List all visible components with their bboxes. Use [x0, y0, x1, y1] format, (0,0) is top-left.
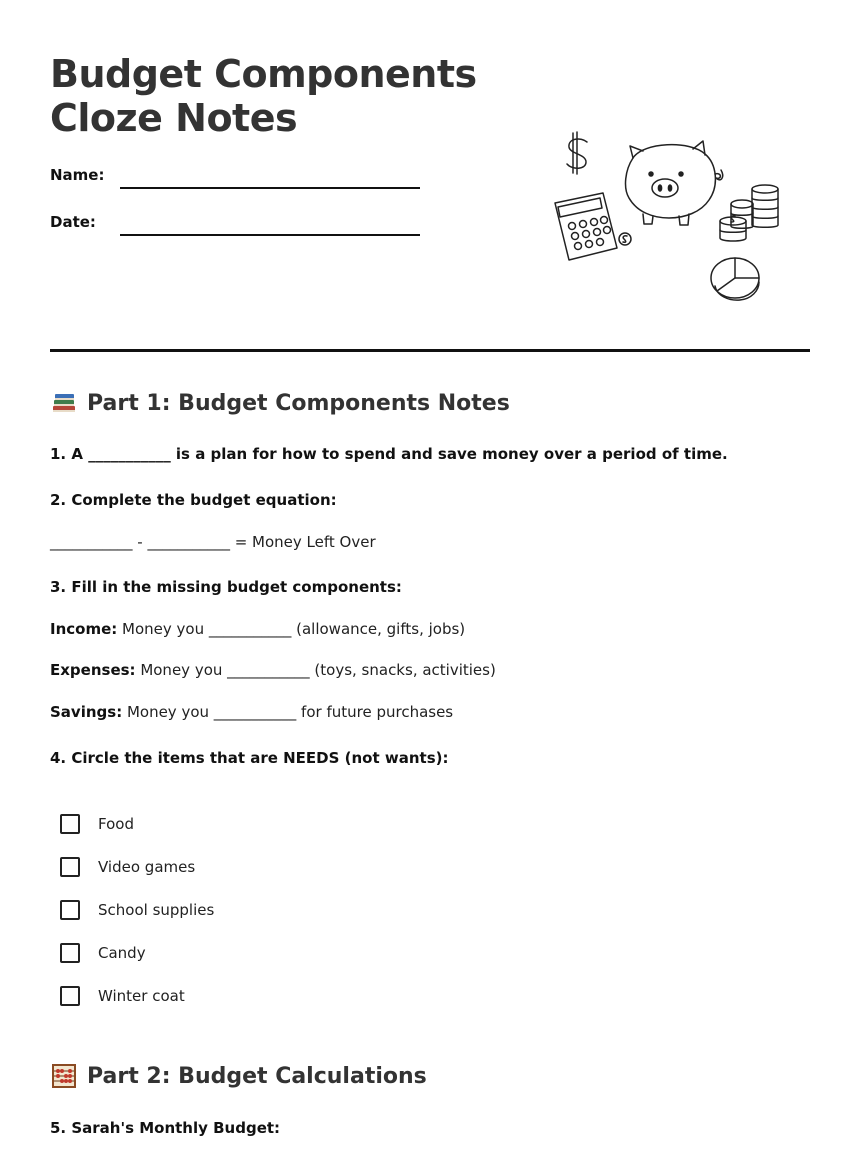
part2-heading-text: Part 2: Budget Calculations	[87, 1063, 427, 1089]
piggy-bank-icon	[626, 141, 723, 225]
list-item	[60, 943, 146, 963]
checkbox-video-games[interactable]	[60, 857, 80, 877]
income-text: Money you ___________ (allowance, gifts, jobs)	[117, 620, 466, 638]
checkbox-label: Video games	[98, 858, 196, 876]
coin-stack-icon	[720, 185, 778, 241]
dollar-sign-icon	[567, 132, 587, 174]
expenses-line	[50, 661, 496, 679]
savings-line	[50, 703, 453, 721]
budget-equation: ___________ - ___________ = Money Left Over	[50, 533, 376, 551]
books-icon	[50, 389, 78, 417]
list-item	[60, 986, 185, 1006]
checkbox-candy[interactable]	[60, 943, 80, 963]
budget-illustration	[545, 128, 790, 312]
checkbox-label: Winter coat	[98, 987, 185, 1005]
list-item	[60, 900, 214, 920]
question-4: 4. Circle the items that are NEEDS (not wants):	[50, 749, 449, 767]
date-field[interactable]	[120, 234, 420, 236]
part1-heading	[50, 389, 510, 417]
abacus-icon	[50, 1062, 78, 1090]
income-label: Income:	[50, 620, 118, 638]
income-line	[50, 620, 465, 638]
question-3: 3. Fill in the missing budget components:	[50, 578, 402, 596]
checkbox-winter-coat[interactable]	[60, 986, 80, 1006]
checkbox-label: Food	[98, 815, 134, 833]
question-2: 2. Complete the budget equation:	[50, 491, 337, 509]
section-divider	[50, 349, 810, 352]
part2-heading	[50, 1062, 427, 1090]
checkbox-food[interactable]	[60, 814, 80, 834]
question-5: 5. Sarah's Monthly Budget:	[50, 1119, 281, 1137]
expenses-text: Money you ___________ (toys, snacks, activities)	[135, 661, 496, 679]
title-line-2: Cloze Notes	[50, 96, 298, 140]
checkbox-school-supplies[interactable]	[60, 900, 80, 920]
title-line-1: Budget Components	[50, 52, 477, 96]
question-1: 1. A ___________ is a plan for how to spend and save money over a period of time.	[50, 445, 728, 463]
list-item	[60, 814, 134, 834]
page-title	[50, 52, 477, 140]
checkbox-label: School supplies	[98, 901, 215, 919]
savings-label: Savings:	[50, 703, 123, 721]
date-label: Date:	[50, 213, 96, 231]
part1-heading-text: Part 1: Budget Components Notes	[87, 390, 510, 416]
list-item	[60, 857, 195, 877]
checkbox-label: Candy	[98, 944, 146, 962]
expenses-label: Expenses:	[50, 661, 136, 679]
savings-text: Money you ___________ for future purchases	[122, 703, 454, 721]
name-label: Name:	[50, 166, 105, 184]
calculator-icon	[555, 193, 631, 260]
name-field[interactable]	[120, 187, 420, 189]
pie-chart-icon	[711, 258, 759, 300]
